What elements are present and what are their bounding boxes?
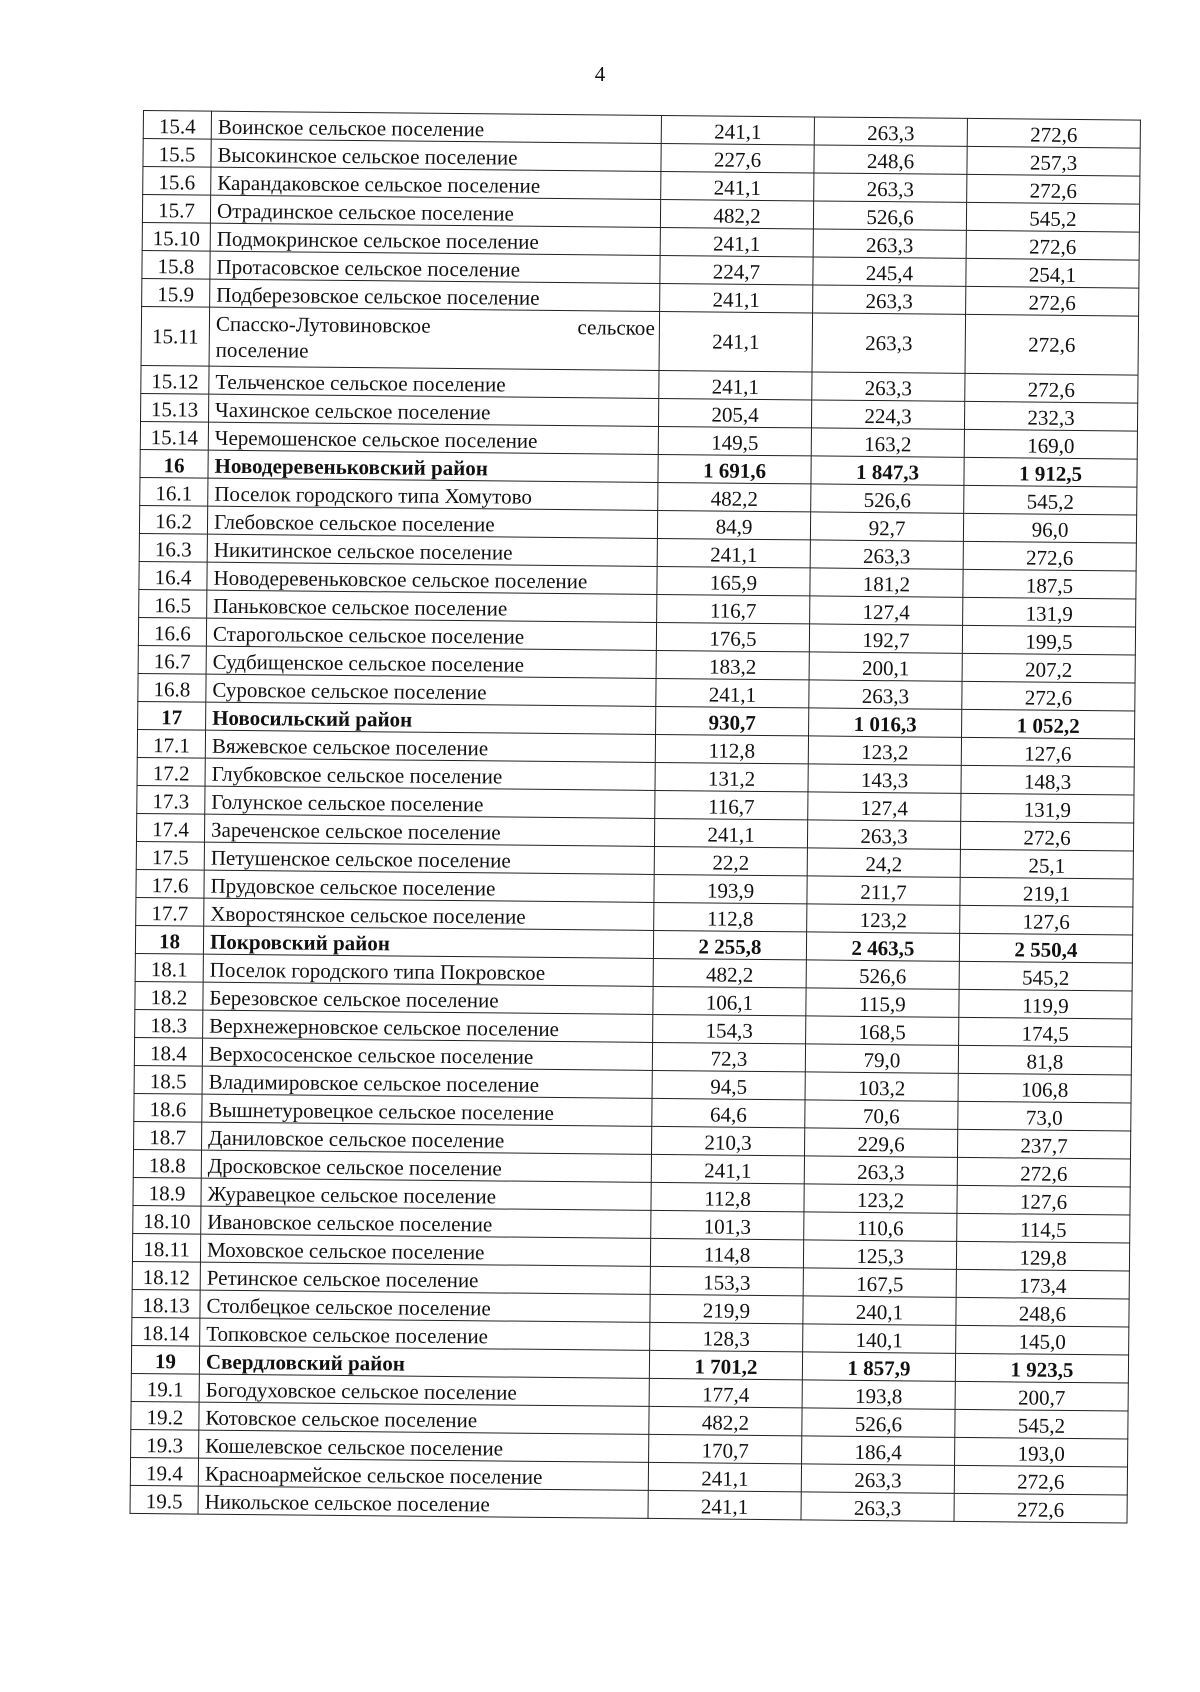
district-name: Свердловский район: [199, 1346, 649, 1378]
value-cell: 1 052,2: [962, 709, 1135, 739]
value-cell: 186,4: [802, 1436, 955, 1465]
row-number: 17.6: [136, 869, 204, 898]
value-cell: 482,2: [649, 1406, 802, 1435]
value-cell: 545,2: [966, 202, 1139, 232]
settlement-name: Ретинское сельское поселение: [200, 1262, 650, 1294]
value-cell: 263,3: [809, 680, 962, 709]
value-cell: 112,8: [655, 734, 808, 763]
row-number: 18.1: [135, 953, 203, 982]
value-cell: 241,1: [648, 1490, 801, 1519]
value-cell: 116,7: [657, 594, 810, 623]
value-cell: 119,9: [959, 989, 1132, 1019]
value-cell: 114,8: [650, 1238, 803, 1267]
value-cell: 1 912,5: [964, 457, 1137, 487]
value-cell: 123,2: [807, 904, 960, 933]
settlement-name: Суровское сельское поселение: [206, 674, 656, 706]
settlement-name: Хворостянское сельское поселение: [204, 898, 654, 930]
value-cell: 112,8: [654, 902, 807, 931]
row-number: 17.1: [137, 729, 205, 758]
settlement-name: Карандаковское сельское поселение: [211, 167, 661, 199]
settlement-name: Новодеревеньковское сельское поселение: [207, 562, 657, 594]
value-cell: 227,6: [661, 143, 814, 172]
value-cell: 200,1: [809, 652, 962, 681]
value-cell: 70,6: [805, 1100, 958, 1129]
value-cell: 263,3: [801, 1464, 954, 1493]
settlement-name: Моховское сельское поселение: [200, 1234, 650, 1266]
value-cell: 92,7: [810, 512, 963, 541]
row-number: 17.4: [136, 813, 204, 842]
value-cell: 177,4: [649, 1378, 802, 1407]
value-cell: 210,3: [651, 1126, 804, 1155]
value-cell: 482,2: [660, 199, 813, 228]
value-cell: 24,2: [807, 848, 960, 877]
value-cell: 163,2: [811, 428, 964, 457]
settlement-name: Журавецкое сельское поселение: [201, 1178, 651, 1210]
value-cell: 25,1: [960, 849, 1133, 879]
row-number: 16.3: [139, 533, 207, 562]
row-number: 16.6: [138, 617, 206, 646]
value-cell: 241,1: [659, 370, 812, 399]
value-cell: 84,9: [657, 510, 810, 539]
value-cell: 183,2: [656, 650, 809, 679]
value-cell: 176,5: [656, 622, 809, 651]
value-cell: 153,3: [650, 1266, 803, 1295]
value-cell: 263,3: [807, 820, 960, 849]
value-cell: 143,3: [808, 764, 961, 793]
page-number: 4: [594, 62, 606, 86]
value-cell: 73,0: [958, 1101, 1131, 1131]
value-cell: 193,9: [654, 874, 807, 903]
value-cell: 22,2: [654, 846, 807, 875]
value-cell: 272,6: [962, 681, 1135, 711]
value-cell: 272,6: [963, 541, 1136, 571]
row-number: 19.4: [130, 1457, 198, 1486]
value-cell: 219,1: [960, 877, 1133, 907]
value-cell: 237,7: [957, 1129, 1130, 1159]
value-cell: 272,6: [957, 1157, 1130, 1187]
row-number: 15.6: [143, 167, 211, 196]
row-number: 18.14: [132, 1317, 200, 1346]
value-cell: 127,4: [808, 792, 961, 821]
settlement-name: Дросковское сельское поселение: [201, 1150, 651, 1182]
row-number: 19: [131, 1345, 199, 1374]
value-cell: 167,5: [803, 1268, 956, 1297]
value-cell: 272,6: [954, 1465, 1127, 1495]
value-cell: 272,6: [966, 286, 1139, 316]
value-cell: 106,8: [958, 1073, 1131, 1103]
value-cell: 123,2: [804, 1184, 957, 1213]
district-name: Покровский район: [203, 926, 653, 958]
value-cell: 200,7: [955, 1381, 1128, 1411]
row-number: 18.5: [134, 1065, 202, 1094]
value-cell: 101,3: [651, 1210, 804, 1239]
value-cell: 64,6: [652, 1098, 805, 1127]
value-cell: 257,3: [967, 146, 1140, 176]
settlement-name: Черемошенское сельское поселение: [208, 422, 658, 454]
row-number: 18.6: [134, 1093, 202, 1122]
settlement-name: Подберезовское сельское поселение: [210, 279, 660, 311]
value-cell: 263,3: [801, 1492, 954, 1521]
value-cell: 241,1: [656, 678, 809, 707]
value-cell: 545,2: [964, 485, 1137, 515]
value-cell: 165,9: [657, 566, 810, 595]
value-cell: 272,6: [966, 230, 1139, 260]
settlement-name: Топковское сельское поселение: [200, 1318, 650, 1350]
value-cell: 272,6: [965, 373, 1138, 403]
value-cell: 168,5: [806, 1016, 959, 1045]
value-cell: 248,6: [814, 145, 967, 174]
value-cell: 154,3: [653, 1014, 806, 1043]
value-cell: 149,5: [658, 426, 811, 455]
row-number: 19.2: [131, 1401, 199, 1430]
settlement-name: Вяжевское сельское поселение: [205, 730, 655, 762]
row-number: 19.3: [131, 1429, 199, 1458]
value-cell: 193,8: [802, 1380, 955, 1409]
row-number: 16: [140, 449, 208, 478]
value-cell: 170,7: [649, 1434, 802, 1463]
row-number: 18.11: [132, 1233, 200, 1262]
value-cell: 140,1: [803, 1324, 956, 1353]
settlement-name: [209, 307, 660, 370]
row-number: 18.7: [134, 1121, 202, 1150]
value-cell: 241,1: [660, 227, 813, 256]
settlement-name: Владимировское сельское поселение: [202, 1066, 652, 1098]
settlement-name: Зареченское сельское поселение: [204, 814, 654, 846]
value-cell: 245,4: [813, 257, 966, 286]
row-number: 18.9: [133, 1177, 201, 1206]
value-cell: 199,5: [962, 625, 1135, 655]
value-cell: 219,9: [650, 1294, 803, 1323]
district-name: Новодеревеньковский район: [208, 450, 658, 482]
settlement-name-part: поселение: [215, 337, 309, 363]
value-cell: 145,0: [956, 1325, 1129, 1355]
value-cell: 131,9: [961, 793, 1134, 823]
row-number: 18.2: [135, 981, 203, 1010]
settlement-name: Паньковское сельское поселение: [207, 590, 657, 622]
settlement-name: Прудовское сельское поселение: [204, 870, 654, 902]
settlement-name: Вышнетуровецкое сельское поселение: [202, 1094, 652, 1126]
value-cell: 1 857,9: [802, 1352, 955, 1381]
row-number: 15.11: [141, 306, 210, 366]
settlement-name: Красноармейское сельское поселение: [198, 1458, 648, 1490]
settlement-name: Голунское сельское поселение: [205, 786, 655, 818]
value-cell: 482,2: [658, 482, 811, 511]
settlement-name: Глебовское сельское поселение: [207, 506, 657, 538]
row-number: 16.7: [138, 645, 206, 674]
settlement-name: Верхососенское сельское поселение: [202, 1038, 652, 1070]
value-cell: 248,6: [956, 1297, 1129, 1327]
value-cell: 72,3: [652, 1042, 805, 1071]
settlement-name: Столбецкое сельское поселение: [200, 1290, 650, 1322]
settlement-name: Петушенское сельское поселение: [204, 842, 654, 874]
table-row: [141, 306, 1139, 375]
value-cell: 241,1: [659, 311, 813, 371]
district-name: Новосильский район: [206, 702, 656, 734]
row-number: 15.10: [142, 222, 210, 251]
settlement-name: Котовское сельское поселение: [199, 1402, 649, 1434]
value-cell: 128,3: [650, 1322, 803, 1351]
settlement-name: Воинское сельское поселение: [211, 111, 661, 143]
row-number: 15.7: [142, 195, 210, 224]
settlement-name: Богодуховское сельское поселение: [199, 1374, 649, 1406]
allocation-table: [130, 110, 1141, 1524]
settlement-name: Протасовское сельское поселение: [210, 251, 660, 283]
settlement-name: Подмокринское сельское поселение: [210, 223, 660, 255]
row-number: 15.9: [142, 278, 210, 307]
value-cell: 127,6: [960, 905, 1133, 935]
value-cell: 1 016,3: [809, 708, 962, 737]
value-cell: 263,3: [814, 173, 967, 202]
value-cell: 254,1: [966, 258, 1139, 288]
value-cell: 187,5: [963, 569, 1136, 599]
row-number: 19.5: [130, 1485, 198, 1514]
value-cell: 79,0: [805, 1044, 958, 1073]
value-cell: 241,1: [661, 115, 814, 144]
value-cell: 272,6: [967, 174, 1140, 204]
value-cell: 131,2: [655, 762, 808, 791]
value-cell: 545,2: [959, 961, 1132, 991]
value-cell: 263,3: [814, 117, 967, 146]
value-cell: 131,9: [963, 597, 1136, 627]
value-cell: 1 847,3: [811, 456, 964, 485]
value-cell: 930,7: [656, 706, 809, 735]
value-cell: 116,7: [655, 790, 808, 819]
row-number: 15.5: [143, 139, 211, 168]
value-cell: 1 701,2: [649, 1350, 802, 1379]
value-cell: 127,6: [961, 737, 1134, 767]
row-number: 16.4: [139, 561, 207, 590]
value-cell: 241,1: [660, 283, 813, 312]
value-cell: 211,7: [807, 876, 960, 905]
value-cell: 272,6: [954, 1493, 1127, 1523]
value-cell: 241,1: [657, 538, 810, 567]
value-cell: 125,3: [803, 1240, 956, 1269]
value-cell: 263,3: [813, 229, 966, 258]
settlement-name: Поселок городского типа Хомутово: [208, 478, 658, 510]
value-cell: 272,6: [960, 821, 1133, 851]
value-cell: 1 923,5: [955, 1353, 1128, 1383]
value-cell: 2 463,5: [806, 932, 959, 961]
value-cell: 232,3: [964, 401, 1137, 431]
row-number: 19.1: [131, 1373, 199, 1402]
row-number: 18.10: [133, 1205, 201, 1234]
value-cell: 114,5: [957, 1213, 1130, 1243]
value-cell: 174,5: [959, 1017, 1132, 1047]
value-cell: 272,6: [965, 314, 1139, 375]
settlement-name: Глубковское сельское поселение: [205, 758, 655, 790]
row-number: 17.2: [137, 757, 205, 786]
row-number: 18.3: [135, 1009, 203, 1038]
value-cell: 482,2: [653, 958, 806, 987]
row-number: 16.1: [140, 477, 208, 506]
value-cell: 241,1: [651, 1154, 804, 1183]
settlement-name: Кошелевское сельское поселение: [199, 1430, 649, 1462]
settlement-name: Никольское сельское поселение: [198, 1486, 648, 1518]
value-cell: 224,3: [811, 400, 964, 429]
value-cell: 263,3: [812, 313, 966, 373]
settlement-name: Тельченское сельское поселение: [209, 366, 659, 398]
value-cell: 229,6: [804, 1128, 957, 1157]
value-cell: 263,3: [813, 285, 966, 314]
settlement-name: Чахинское сельское поселение: [209, 394, 659, 426]
value-cell: 1 691,6: [658, 454, 811, 483]
value-cell: 2 255,8: [653, 930, 806, 959]
settlement-name: Высокинское сельское поселение: [211, 139, 661, 171]
value-cell: 148,3: [961, 765, 1134, 795]
value-cell: 94,5: [652, 1070, 805, 1099]
settlement-name: Березовское сельское поселение: [203, 982, 653, 1014]
value-cell: 2 550,4: [959, 933, 1132, 963]
value-cell: 110,6: [804, 1212, 957, 1241]
settlement-name: Никитинское сельское поселение: [207, 534, 657, 566]
settlement-name: Отрадинское сельское поселение: [210, 195, 660, 227]
value-cell: 127,4: [810, 596, 963, 625]
row-number: 15.8: [142, 250, 210, 279]
settlement-name: Ивановское сельское поселение: [201, 1206, 651, 1238]
row-number: 18.8: [133, 1149, 201, 1178]
row-number: 16.8: [138, 673, 206, 702]
settlement-name: Даниловское сельское поселение: [202, 1122, 652, 1154]
value-cell: 263,3: [810, 540, 963, 569]
row-number: 17: [138, 701, 206, 730]
row-number: 17.5: [136, 841, 204, 870]
value-cell: 526,6: [813, 201, 966, 230]
row-number: 15.13: [141, 393, 209, 422]
value-cell: 127,6: [957, 1185, 1130, 1215]
value-cell: 193,0: [955, 1437, 1128, 1467]
value-cell: 545,2: [955, 1409, 1128, 1439]
settlement-name-part: Спасско-Лутовиновское: [215, 311, 431, 338]
value-cell: 240,1: [803, 1296, 956, 1325]
value-cell: 241,1: [648, 1462, 801, 1491]
row-number: 17.3: [137, 785, 205, 814]
value-cell: 112,8: [651, 1182, 804, 1211]
value-cell: 169,0: [964, 429, 1137, 459]
value-cell: 192,7: [809, 624, 962, 653]
row-number: 17.7: [136, 897, 204, 926]
value-cell: 115,9: [806, 988, 959, 1017]
value-cell: 123,2: [808, 736, 961, 765]
value-cell: 263,3: [804, 1156, 957, 1185]
row-number: 18.13: [132, 1289, 200, 1318]
value-cell: 173,4: [956, 1269, 1129, 1299]
row-number: 15.4: [143, 111, 211, 140]
value-cell: 103,2: [805, 1072, 958, 1101]
value-cell: 106,1: [653, 986, 806, 1015]
settlement-name: Верхнежерновское сельское поселение: [203, 1010, 653, 1042]
value-cell: 526,6: [811, 484, 964, 513]
value-cell: 129,8: [956, 1241, 1129, 1271]
value-cell: 224,7: [660, 255, 813, 284]
value-cell: 241,1: [661, 171, 814, 200]
row-number: 16.2: [139, 505, 207, 534]
settlement-name: Старогольское сельское поселение: [206, 618, 656, 650]
value-cell: 241,1: [654, 818, 807, 847]
value-cell: 526,6: [806, 960, 959, 989]
row-number: 15.12: [141, 365, 209, 394]
row-number: 15.14: [140, 421, 208, 450]
row-number: 18.4: [134, 1037, 202, 1066]
value-cell: 272,6: [967, 118, 1140, 148]
value-cell: 81,8: [958, 1045, 1131, 1075]
value-cell: 96,0: [963, 513, 1136, 543]
row-number: 18.12: [132, 1261, 200, 1290]
settlement-name-part: сельское: [577, 315, 656, 340]
row-number: 18: [135, 925, 203, 954]
settlement-name: Поселок городского типа Покровское: [203, 954, 653, 986]
value-cell: 526,6: [802, 1408, 955, 1437]
row-number: 16.5: [139, 589, 207, 618]
value-cell: 207,2: [962, 653, 1135, 683]
value-cell: 181,2: [810, 568, 963, 597]
settlement-name: Судбищенское сельское поселение: [206, 646, 656, 678]
value-cell: 263,3: [812, 372, 965, 401]
value-cell: 205,4: [658, 398, 811, 427]
